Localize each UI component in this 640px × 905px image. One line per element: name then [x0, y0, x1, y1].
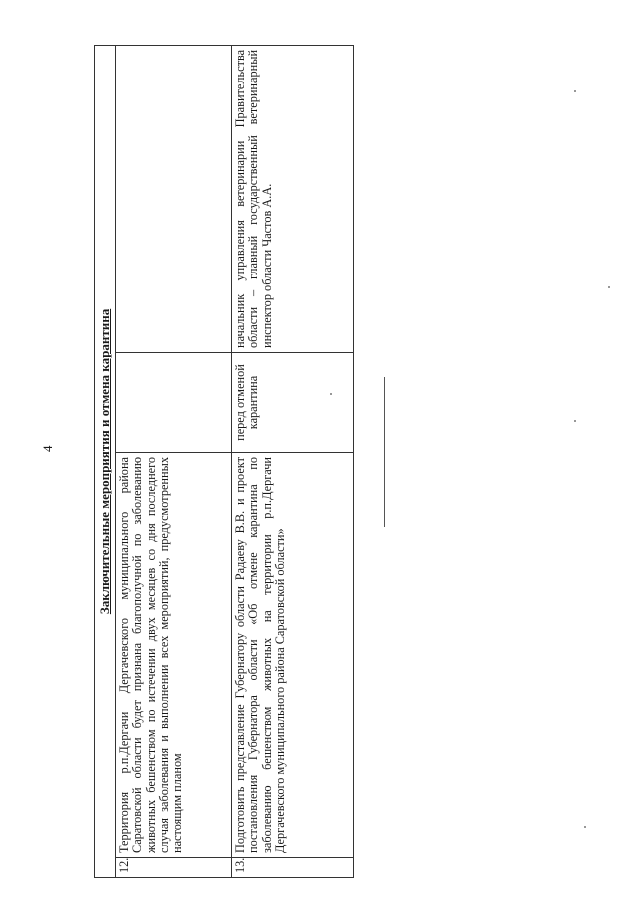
table-row — [116, 45, 232, 877]
row-number: 13. — [232, 858, 354, 878]
row-term — [116, 353, 232, 453]
scan-speck — [584, 826, 586, 828]
table-row — [232, 45, 354, 877]
closing-line — [384, 377, 385, 527]
rotated-table-container — [94, 46, 344, 878]
scan-speck — [608, 286, 610, 288]
row-description: Подготовить представление Губернатору области Радаеву В.В. и проект постановления Губернатора области «Об отмене карантина по заболеванию бешенством животных на территории р.п.Дергачи Дергачевского муниципального района Саратовской области» — [232, 453, 354, 858]
row-responsible: начальник управления ветеринарии Правительства области – главный государственный ветеринарный инспектор области Частов А.А. — [232, 45, 354, 352]
row-responsible — [116, 45, 232, 352]
section-header-row — [95, 45, 116, 877]
scan-speck — [330, 393, 332, 395]
scan-speck — [574, 420, 576, 422]
page-number: 4 — [40, 445, 55, 452]
row-term: перед отменой карантина — [232, 353, 354, 453]
row-description: Территория р.п.Дергачи Дергачевского муниципального района Саратовской области будет признана благополучной по заболеванию животных бешенством по истечении двух месяцев со дня последнего случая заболевания и выполнении всех мероприятий, предусмотренных настоящим планом — [116, 453, 232, 858]
row-number: 12. — [116, 858, 232, 878]
section-title: Заключительные мероприятия и отмена карантина — [95, 45, 116, 877]
plan-table — [94, 45, 354, 878]
scan-speck — [574, 90, 576, 92]
